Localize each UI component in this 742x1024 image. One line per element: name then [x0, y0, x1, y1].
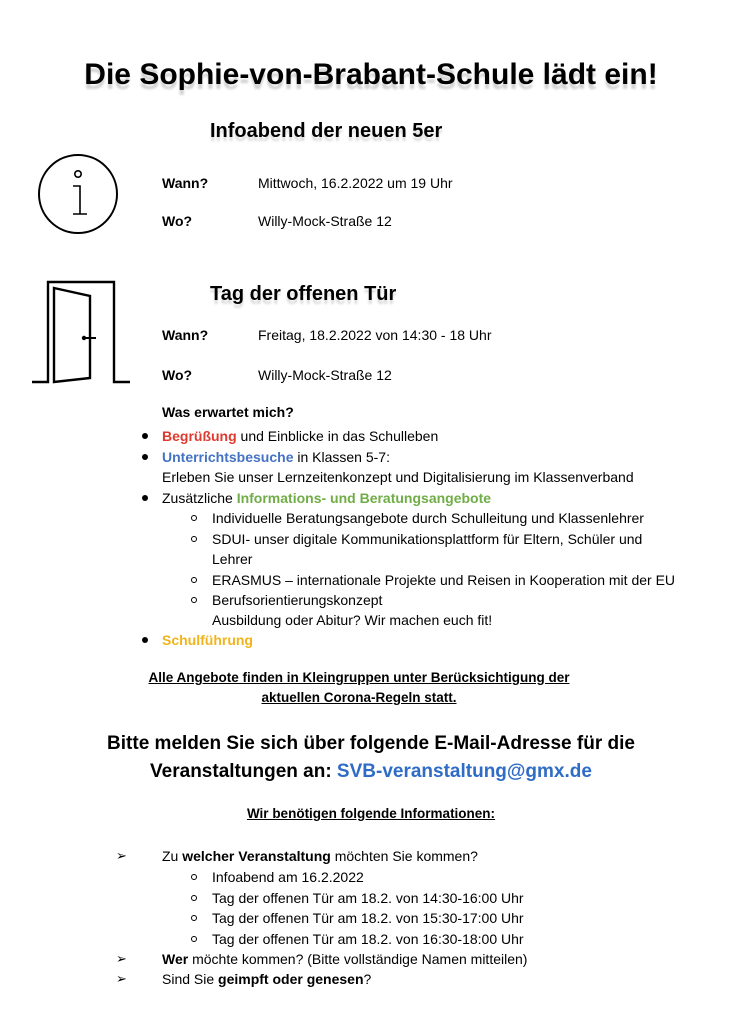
- open-day-heading: Tag der offenen Tür: [210, 283, 397, 305]
- open-day-when-value: Freitag, 18.2.2022 von 14:30 - 18 Uhr: [258, 327, 492, 343]
- bullet-dot: [142, 433, 148, 439]
- q1-bold: welcher Veranstaltung: [182, 848, 331, 864]
- expect-item-offers: [162, 488, 491, 508]
- register-prefix: Veranstaltungen an:: [150, 761, 337, 782]
- register-line1: Bitte melden Sie sich über folgende E-Mail-Adresse für die: [107, 733, 635, 754]
- visits-rest: in Klassen 5-7:: [293, 449, 390, 465]
- option-item: Tag der offenen Tür am 18.2. von 15:30-17:00 Uhr: [212, 910, 524, 926]
- sub-bullet: [191, 915, 197, 921]
- q3-bold: geimpft oder genesen: [218, 971, 364, 987]
- sub-bullet: [191, 536, 197, 542]
- q2-bold: Wer: [162, 951, 189, 967]
- info-icon: [36, 152, 120, 236]
- expect-item-visits: [162, 447, 390, 467]
- sub-bullet: [191, 874, 197, 880]
- infoabend-when-label: Wann?: [162, 175, 209, 191]
- open-day-where-label: Wo?: [162, 367, 193, 383]
- question-vaccinated: [162, 969, 371, 989]
- page-title: Die Sophie-von-Brabant-Schule lädt ein!: [84, 58, 658, 91]
- info-needed-heading: Wir benötigen folgende Informationen:: [246, 806, 496, 821]
- sub-item-career-line2: Ausbildung oder Abitur? Wir machen euch fit!: [212, 612, 493, 628]
- arrow-bullet-icon: ➢: [116, 971, 127, 986]
- email-link[interactable]: SVB-veranstaltung@gmx.de: [336, 761, 592, 782]
- bullet-dot: [142, 454, 148, 460]
- arrow-bullet-icon: ➢: [116, 848, 127, 863]
- q3-prefix: Sind Sie: [162, 971, 219, 987]
- notice-line2: aktuellen Corona-Regeln statt.: [261, 690, 457, 705]
- sub-item-sdui-line2: Lehrer: [212, 551, 253, 567]
- infoabend-when-value: Mittwoch, 16.2.2022 um 19 Uhr: [258, 175, 453, 191]
- q1-rest: möchten Sie kommen?: [330, 848, 478, 864]
- option-item: Tag der offenen Tür am 18.2. von 16:30-18:00 Uhr: [212, 931, 524, 947]
- option-item: Infoabend am 16.2.2022: [212, 869, 364, 885]
- sub-bullet: [191, 895, 197, 901]
- q2-rest: möchte kommen? (Bitte vollständige Namen mitteilen): [188, 951, 528, 967]
- q1-prefix: Zu: [162, 848, 183, 864]
- welcome-highlight: Begrüßung: [162, 428, 237, 444]
- question-who: [162, 949, 527, 969]
- door-icon: [30, 278, 134, 386]
- sub-bullet: [191, 577, 197, 583]
- sub-item-career: Berufsorientierungskonzept: [212, 592, 383, 608]
- open-day-when-label: Wann?: [162, 327, 209, 343]
- sub-bullet: [191, 936, 197, 942]
- tour-highlight: Schulführung: [162, 632, 253, 648]
- notice-line1: Alle Angebote finden in Kleingruppen unter Berücksichtigung der: [148, 670, 570, 685]
- expect-item-welcome: [162, 426, 438, 446]
- welcome-rest: und Einblicke in das Schulleben: [236, 428, 439, 444]
- expect-heading: Was erwartet mich?: [162, 404, 294, 420]
- sub-item-sdui: SDUI- unser digitale Kommunikationsplattform für Eltern, Schüler und: [212, 531, 643, 547]
- offers-highlight: Informations- und Beratungsangebote: [236, 490, 492, 506]
- bullet-dot: [142, 495, 148, 501]
- sub-bullet: [191, 515, 197, 521]
- q3-rest: ?: [363, 971, 372, 987]
- infoabend-where-label: Wo?: [162, 213, 193, 229]
- sub-item-erasmus: ERASMUS – internationale Projekte und Reisen in Kooperation mit der EU: [212, 572, 676, 588]
- offers-prefix: Zusätzliche: [162, 490, 237, 506]
- infoabend-heading: Infoabend der neuen 5er: [210, 120, 443, 142]
- open-day-where-value: Willy-Mock-Straße 12: [258, 367, 392, 383]
- bullet-dot: [142, 637, 148, 643]
- option-item: Tag der offenen Tür am 18.2. von 14:30-16:00 Uhr: [212, 890, 524, 906]
- visits-line2: Erleben Sie unser Lernzeitenkonzept und Digitalisierung im Klassenverband: [162, 469, 634, 485]
- expect-item-tour: [162, 630, 253, 650]
- sub-bullet: [191, 597, 197, 603]
- arrow-bullet-icon: ➢: [116, 951, 127, 966]
- register-line2: [0, 761, 742, 783]
- infoabend-where-value: Willy-Mock-Straße 12: [258, 213, 392, 229]
- visits-highlight: Unterrichtsbesuche: [162, 449, 294, 465]
- sub-item-counseling: Individuelle Beratungsangebote durch Schulleitung und Klassenlehrer: [212, 510, 644, 526]
- question-event: [162, 846, 478, 866]
